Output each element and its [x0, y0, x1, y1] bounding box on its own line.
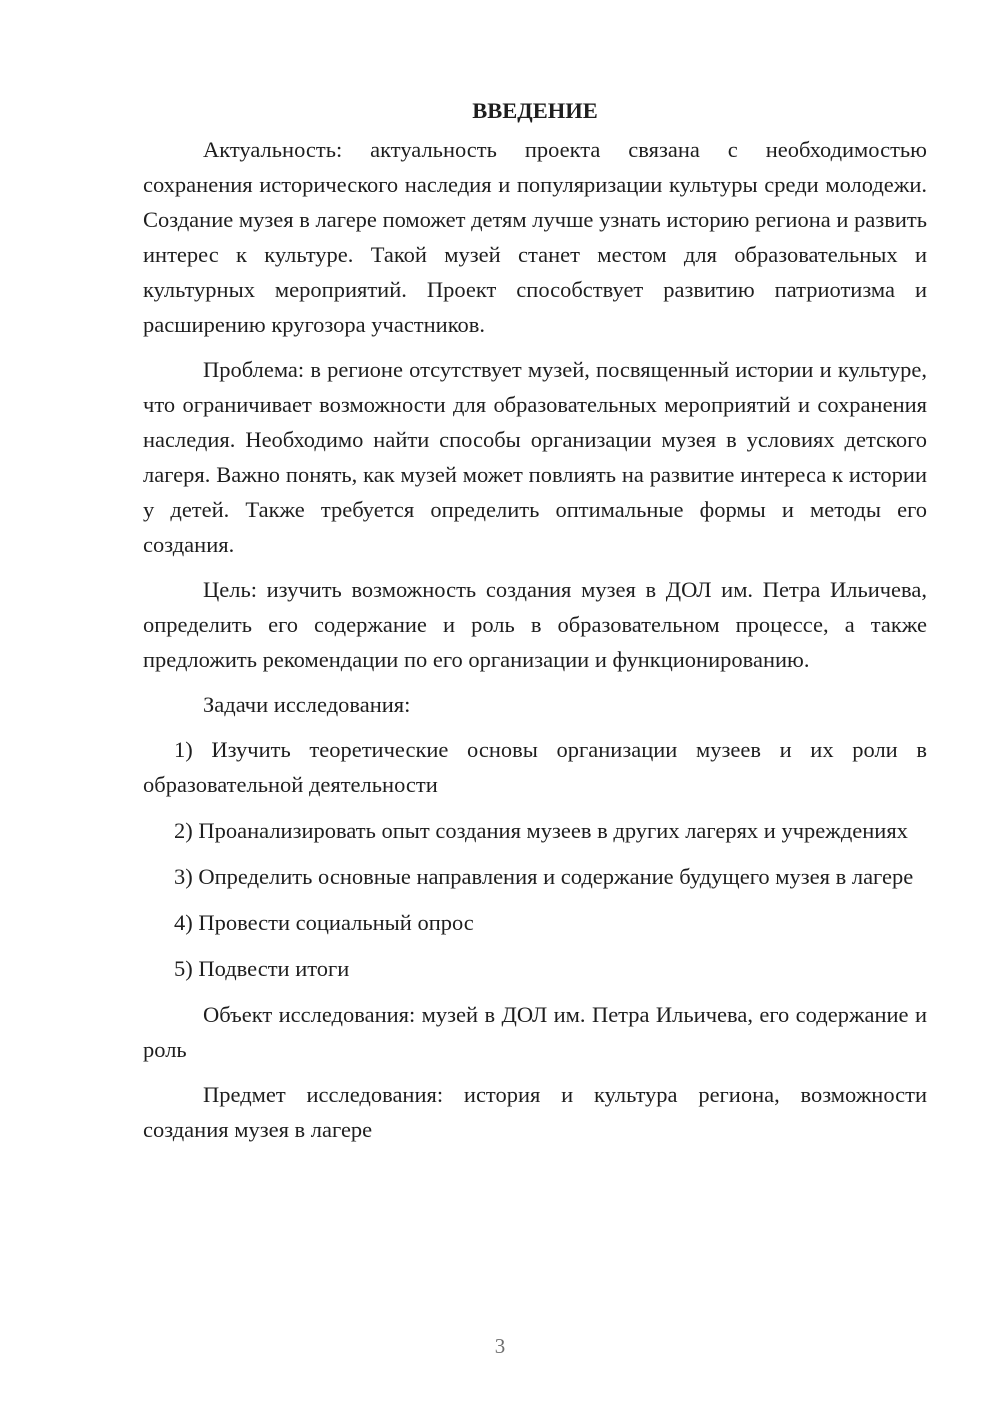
task-item-5: 5) Подвести итоги: [174, 956, 350, 981]
paragraph-tasks-intro: Задачи исследования:: [203, 692, 411, 717]
page-content: [143, 96, 927, 1157]
paragraph-relevance: Актуальность: актуальность проекта связана с необходимостью сохранения исторического наследия и популяризации культуры среди молодежи. Создание музея в лагере поможет детям лучше узнать историю региона и развить интерес к культуре. Такой музей станет местом для образовательных и культурных мероприятий. Проект способствует развитию патриотизма и расширению кругозора участников.: [143, 137, 927, 337]
page-number: 3: [494, 1334, 506, 1358]
paragraph-object: Объект исследования: музей в ДОЛ им. Петра Ильичева, его содержание и роль: [143, 1002, 927, 1062]
paragraph-goal: Цель: изучить возможность создания музея в ДОЛ им. Петра Ильичева, определить его содержание и роль в образовательном процессе, а также предложить рекомендации по его организации и функционированию.: [143, 577, 927, 672]
task-item-1: 1) Изучить теоретические основы организации музеев и их роли в образовательной деятельности: [143, 737, 927, 797]
task-item-4: 4) Провести социальный опрос: [174, 910, 474, 935]
task-item-2: 2) Проанализировать опыт создания музеев в других лагерях и учреждениях: [174, 818, 908, 843]
paragraph-subject: Предмет исследования: история и культура региона, возможности создания музея в лагере: [143, 1082, 927, 1142]
task-item-3: 3) Определить основные направления и содержание будущего музея в лагере: [174, 864, 914, 889]
section-heading: ВВЕДЕНИЕ: [472, 98, 598, 123]
paragraph-problem: Проблема: в регионе отсутствует музей, посвященный истории и культуре, что ограничивает возможности для образовательных мероприятий и сохранения наследия. Необходимо найти способы организации музея в условиях детского лагеря. Важно понять, как музей может повлиять на развитие интереса к истории у детей. Также требуется определить оптимальные формы и методы его создания.: [143, 357, 927, 557]
